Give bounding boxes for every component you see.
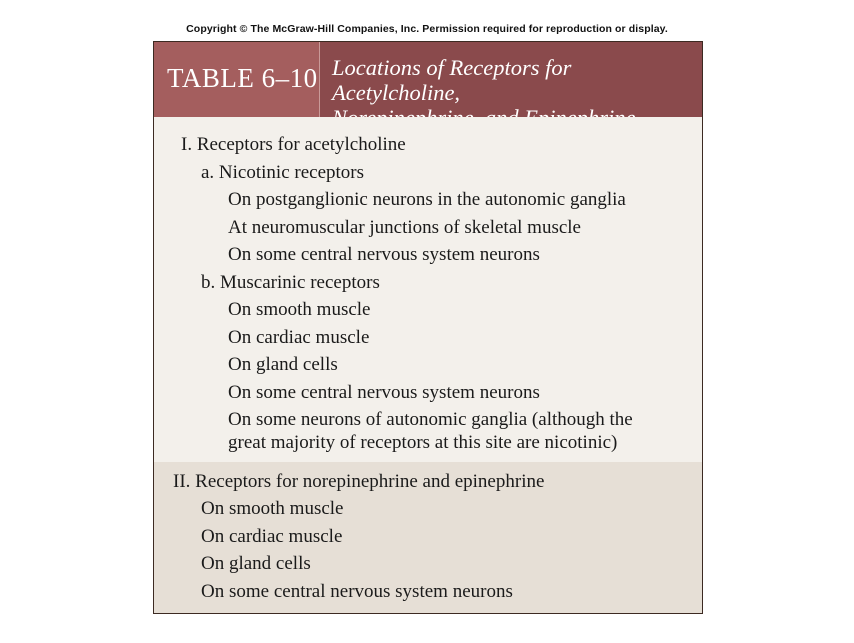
- section-heading-norepinephrine: II. Receptors for norepinephrine and epinephrine: [173, 471, 545, 492]
- list-item: On some central nervous system neurons: [228, 382, 540, 403]
- list-item: On some neurons of autonomic ganglia (although the: [228, 409, 633, 430]
- table-number: TABLE 6–10: [167, 63, 318, 93]
- list-item: At neuromuscular junctions of skeletal muscle: [228, 217, 581, 238]
- section-norepinephrine: [154, 462, 702, 613]
- list-item: On cardiac muscle: [201, 526, 343, 547]
- list-item: great majority of receptors at this site are nicotinic): [228, 432, 618, 453]
- list-item: On smooth muscle: [201, 498, 344, 519]
- list-item: On postganglionic neurons in the autonomic ganglia: [228, 189, 626, 210]
- list-item: On gland cells: [228, 354, 338, 375]
- list-item: On smooth muscle: [228, 299, 371, 320]
- list-item: On some central nervous system neurons: [228, 244, 540, 265]
- subheading-muscarinic: b. Muscarinic receptors: [201, 272, 380, 293]
- copyright-notice: Copyright © The McGraw-Hill Companies, Inc. Permission required for reproduction or display.: [186, 23, 668, 35]
- subheading-nicotinic: a. Nicotinic receptors: [201, 162, 365, 183]
- table-header: [154, 42, 702, 117]
- list-item: On gland cells: [201, 553, 311, 574]
- table-number-cell: [154, 42, 320, 117]
- list-item: On cardiac muscle: [228, 327, 370, 348]
- list-item: On some central nervous system neurons: [201, 581, 513, 602]
- section-heading-acetylcholine: I. Receptors for acetylcholine: [181, 134, 406, 155]
- receptor-locations-table: [153, 41, 703, 614]
- section-acetylcholine: [154, 117, 702, 462]
- table-title-line-1: Locations of Receptors for Acetylcholine,: [332, 55, 572, 105]
